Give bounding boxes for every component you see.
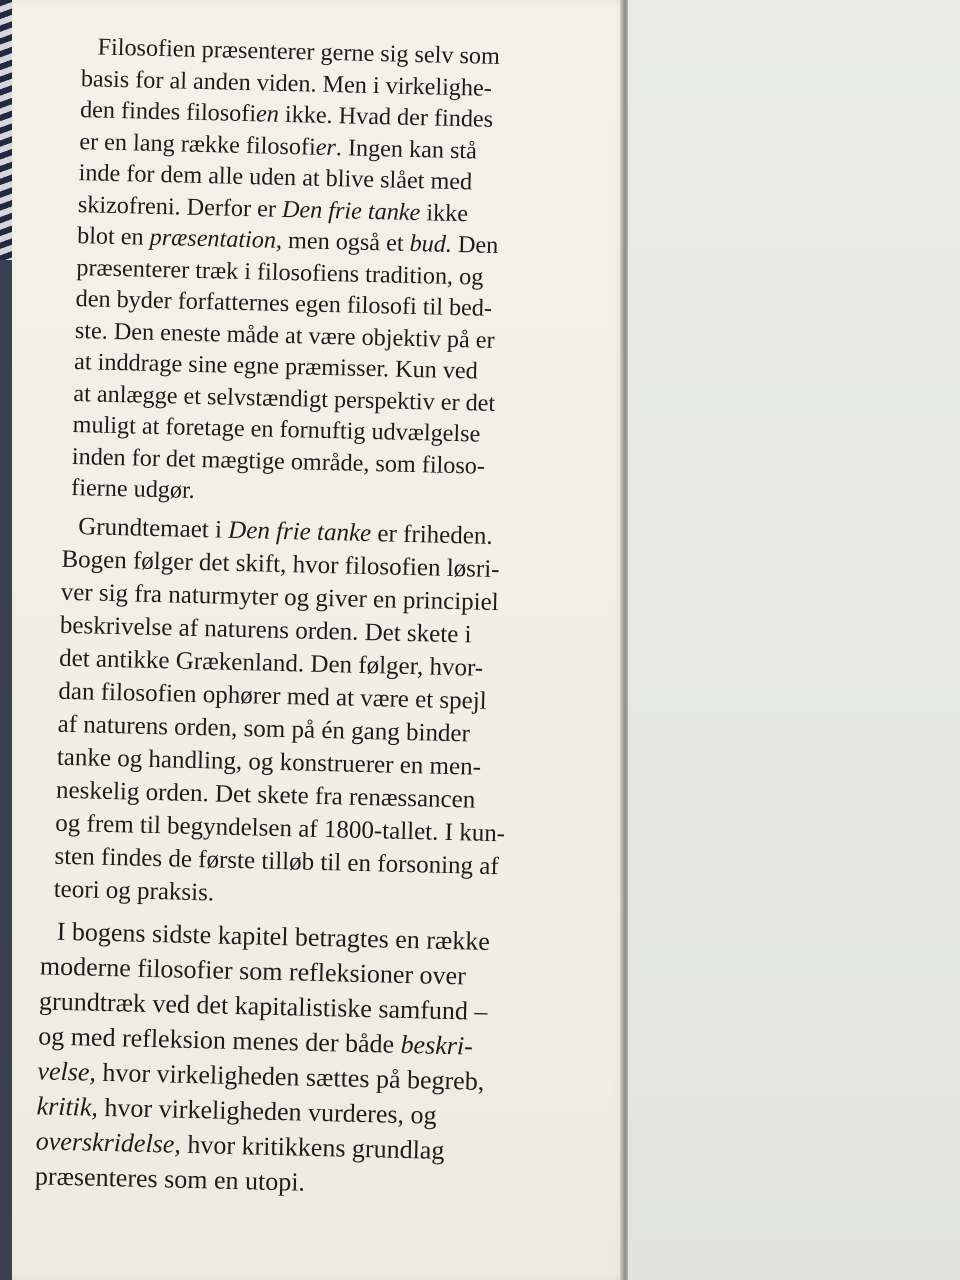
italic-run: beskri- bbox=[400, 1029, 474, 1061]
text-run: at inddrage sine egne præmisser. Kun ved bbox=[73, 348, 479, 385]
paragraph-3 bbox=[7, 912, 573, 1205]
paragraph-2 bbox=[13, 508, 582, 917]
text-run: inde for dem alle uden at blive slået med bbox=[78, 159, 473, 196]
text-run: blot en bbox=[76, 222, 151, 251]
text-run: den byder forfatternes egen filosofi til bed- bbox=[75, 285, 493, 322]
text-run: . Ingen kan stå bbox=[335, 133, 478, 164]
text-run: hvor kritikkens grundlag bbox=[180, 1129, 445, 1165]
italic-run: velse, bbox=[37, 1055, 97, 1087]
text-run: beskrivelse af naturens orden. Det skete i bbox=[59, 611, 472, 648]
text-run: og med refleksion menes der både bbox=[37, 1020, 401, 1059]
text-run: inden for det mægtige område, som filoso- bbox=[71, 442, 486, 480]
text-run: basis for al anden viden. Men i virkelighe- bbox=[80, 64, 493, 102]
right-page-blank bbox=[628, 0, 960, 1280]
italic-run: kritik, bbox=[36, 1090, 99, 1122]
text-run: af naturens orden, som på én gang binder bbox=[57, 710, 471, 747]
text-run: teori og praksis. bbox=[53, 875, 215, 906]
text-run: at anlægge et selvstændigt perspektiv er det bbox=[73, 379, 496, 417]
italic-run: er bbox=[315, 133, 337, 161]
text-run: og frem til begyndelsen af 1800-tallet. I kun- bbox=[55, 809, 506, 847]
text-run: præsenterer træk i filosofiens tradition, og bbox=[76, 253, 484, 291]
text-run: neskelig orden. Det skete fra renæssancen bbox=[55, 776, 476, 814]
page-text bbox=[7, 30, 594, 1205]
text-run: den findes filosofi bbox=[79, 96, 257, 128]
text-run: Filosofien præsenterer gerne sig selv som bbox=[97, 33, 501, 70]
text-run: men også et bbox=[281, 226, 410, 257]
italic-run: Den frie tanke bbox=[227, 516, 372, 547]
text-run: moderne filosofier som refleksioner over bbox=[39, 950, 467, 990]
text-run: tanke og handling, og konstruerer en men- bbox=[56, 743, 482, 781]
text-run: sten findes de første tilløb til en forsoning af bbox=[54, 842, 500, 880]
italic-run: Den frie tanke bbox=[281, 195, 421, 226]
left-page bbox=[12, 0, 627, 1280]
text-run: hvor virkeligheden sættes på begreb, bbox=[95, 1057, 485, 1096]
text-run: grundtræk ved det kapitalistiske samfund – bbox=[38, 985, 488, 1026]
text-run: hvor virkeligheden vurderes, og bbox=[97, 1092, 437, 1130]
italic-run: præsentation, bbox=[149, 223, 283, 254]
text-run: muligt at foretage en fornuftig udvælgelse bbox=[72, 411, 481, 448]
text-run: ver sig fra naturmyter og giver en principiel bbox=[60, 578, 500, 616]
text-run: fierne udgør. bbox=[70, 474, 196, 504]
text-run: dan filosofien ophører med at være et spejl bbox=[58, 677, 487, 715]
text-run: er friheden. bbox=[370, 519, 493, 550]
text-run: er en lang række filosofi bbox=[79, 127, 317, 161]
italic-run: bud. bbox=[409, 229, 453, 258]
text-run: det antikke Grækenland. Den følger, hvor- bbox=[58, 644, 484, 682]
text-run: Den bbox=[451, 230, 499, 259]
italic-run: overskridelse, bbox=[35, 1125, 182, 1159]
text-run: ikke bbox=[420, 198, 469, 227]
text-run: skizofreni. Derfor er bbox=[77, 190, 283, 223]
text-run: ikke. Hvad der findes bbox=[278, 100, 494, 133]
text-run: Bogen følger det skift, hvor filosofien løsri- bbox=[61, 545, 500, 583]
italic-run: en bbox=[255, 100, 280, 128]
text-run: Grundtemaet i bbox=[78, 512, 229, 544]
paragraph-1 bbox=[23, 30, 594, 516]
text-run: I bogens sidste kapitel betragtes en række bbox=[56, 916, 491, 956]
text-run: ste. Den eneste måde at være objektiv på er bbox=[74, 316, 495, 354]
text-run: præsenteres som en utopi. bbox=[34, 1160, 306, 1197]
